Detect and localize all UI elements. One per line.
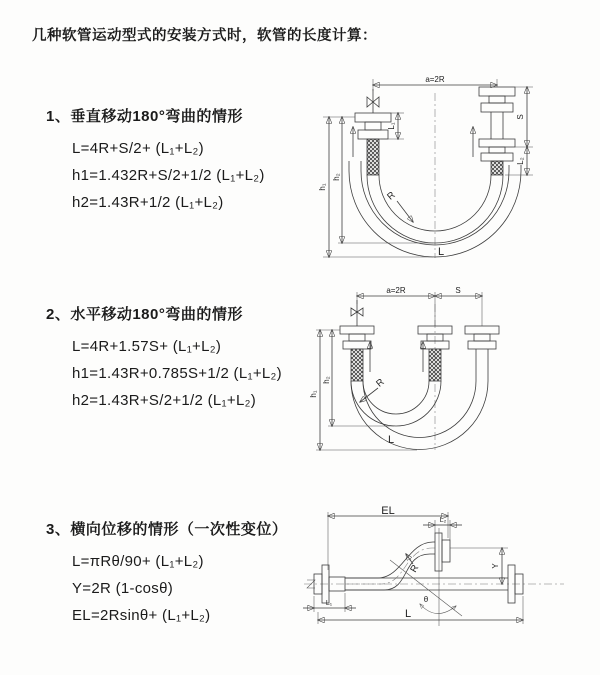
- diagram-lateral-displacement: [302, 505, 572, 648]
- d1-dim-a2r: [373, 75, 497, 91]
- d3-radius-label: R: [408, 563, 422, 575]
- d2-radius-label: R: [374, 376, 387, 390]
- d3-s-curve-hose: [345, 542, 435, 590]
- formula-line: h2=1.43R+S/2+1/2 (L₁+L₂): [72, 392, 257, 409]
- d3-dim-l1: [303, 593, 356, 612]
- d3-upper-flange: [435, 533, 450, 571]
- d3-dim-l: [318, 596, 523, 624]
- section-1-heading: 1、垂直移动180°弯曲的情形: [46, 108, 243, 125]
- d2-hose-u-curves: [351, 381, 488, 450]
- section-1-formulas: [72, 135, 265, 216]
- formula-line: Y=2R (1-cosθ): [72, 580, 174, 597]
- section-3-heading: 3、横向位移的情形（一次性变位）: [46, 521, 288, 538]
- d1-dim-l1: [381, 113, 404, 139]
- d1-left-pipe-fitting: [355, 113, 391, 175]
- diagram-vertical-u-bend: [305, 65, 545, 260]
- d1-right-pipe-fitting: [479, 87, 515, 175]
- d3-dim-l2: [423, 517, 462, 540]
- d1-dim-h1-label: h₁: [318, 183, 327, 191]
- d3-dim-el: [328, 505, 448, 570]
- d3-radius-leader: [406, 554, 421, 574]
- d2-dims-left: [309, 330, 423, 450]
- section-lateral-displacement: [46, 518, 287, 629]
- d2-dim-a2r-label: a=2R: [386, 286, 406, 295]
- d1-radius-label: R: [385, 189, 398, 203]
- section-2-formulas: [72, 333, 282, 414]
- section-3-formulas: [72, 548, 287, 629]
- section-vertical-movement: [46, 105, 265, 216]
- d3-dim-el-label: EL: [381, 505, 395, 517]
- formula-line: EL=2Rsinθ+ (L₁+L₂): [72, 607, 211, 624]
- d2-length-label: L: [388, 434, 395, 446]
- section-horizontal-movement: [46, 303, 282, 414]
- formula-line: h1=1.43R+0.785S+1/2 (L₁+L₂): [72, 365, 282, 382]
- d2-left-pipe-fitting: [340, 326, 374, 381]
- d1-dim-h2-label: h₂: [332, 173, 341, 181]
- d3-length-label: L: [404, 608, 412, 620]
- valve-icon: [367, 89, 379, 113]
- d3-theta-label: θ: [423, 595, 429, 604]
- d2-dim-h1-label: h₁: [309, 390, 318, 398]
- d1-dim-l1-label: L₁: [387, 122, 396, 130]
- d2-dim-s-label: S: [455, 286, 461, 295]
- d1-radius-leader: [385, 190, 413, 222]
- formula-line: L=4R+1.57S+ (L₁+L₂): [72, 338, 222, 355]
- d3-dim-y-label: Y: [491, 563, 500, 569]
- page-title: 几种软管运动型式的安装方式时，软管的长度计算：: [32, 28, 377, 44]
- formula-line: h1=1.432R+S/2+1/2 (L₁+L₂): [72, 167, 265, 184]
- formula-line: L=4R+S/2+ (L₁+L₂): [72, 140, 204, 157]
- d1-dim-l2-label: L₂: [516, 157, 525, 165]
- d2-right-pipe-fitting: [465, 326, 499, 381]
- d3-dim-l1-label: L₁: [325, 600, 333, 607]
- d3-dim-y: [450, 548, 508, 584]
- d1-dim-a2r-label: a=2R: [425, 75, 445, 84]
- section-2-heading: 2、水平移动180°弯曲的情形: [46, 306, 243, 323]
- d1-length-label: L: [438, 246, 445, 258]
- formula-line: L=πRθ/90+ (L₁+L₂): [72, 553, 204, 570]
- diagram-horizontal-u-bend: [308, 282, 553, 472]
- d2-dims-top: [357, 286, 482, 326]
- d3-dim-l2-label: L₂: [439, 517, 447, 524]
- d2-dim-h2-label: h₂: [322, 376, 331, 384]
- valve-icon: [351, 300, 363, 326]
- d1-dim-s-label: S: [516, 114, 525, 120]
- d1-dims-left: [318, 117, 433, 257]
- formula-line: h2=1.43R+1/2 (L₁+L₂): [72, 194, 224, 211]
